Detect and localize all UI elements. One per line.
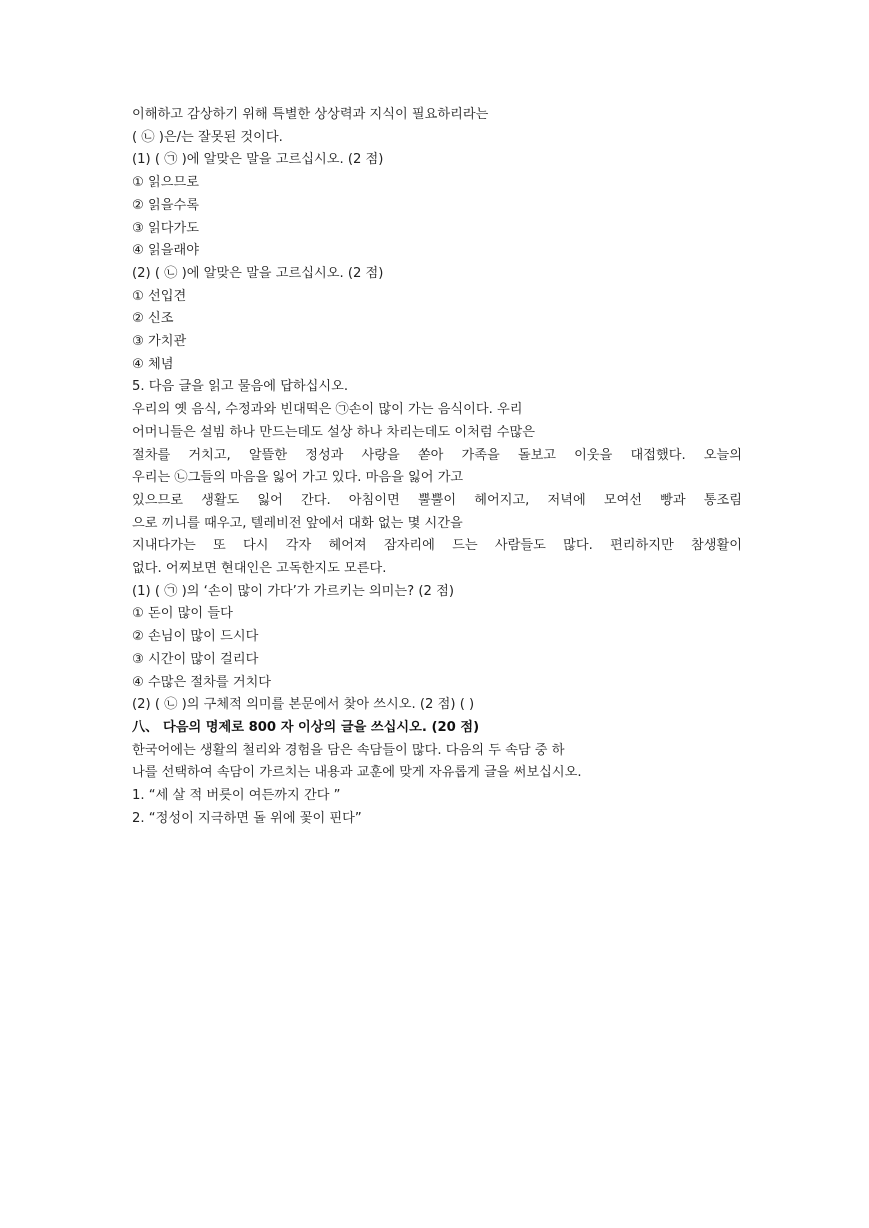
section-heading: 八、 다음의 명제로 800 자 이상의 글을 쓰십시오. (20 점) xyxy=(132,719,480,735)
answer-option: ③ 시간이 많이 걸리다 xyxy=(132,651,259,667)
question-prompt: (1) ( ㉠ )의 ‘손이 많이 가다’가 가르키는 의미는? (2 점) xyxy=(132,583,454,599)
answer-option: ② 손님이 많이 드시다 xyxy=(132,629,259,645)
proverb-item: 1. “세 살 적 버릇이 여든까지 간다 ” xyxy=(132,788,341,804)
answer-option: ① 돈이 많이 들다 xyxy=(132,606,233,622)
passage-line: 절차를 거치고, 알뜰한 정성과 사랑을 쏟아 가족을 돌보고 이웃을 대접했다. 오늘의 xyxy=(132,447,742,463)
answer-option: ④ 수많은 절차를 거치다 xyxy=(132,674,272,690)
answer-option: ① 선입견 xyxy=(132,288,187,304)
question-prompt: (2) ( ㉡ )에 알맞은 말을 고르십시오. (2 점) xyxy=(132,265,384,281)
passage-line: 우리는 ㉡그들의 마음을 잃어 가고 있다. 마음을 잃어 가고 xyxy=(132,470,464,486)
answer-option: ① 읽으므로 xyxy=(132,175,199,191)
answer-option: ② 읽을수록 xyxy=(132,197,199,213)
passage-line: 없다. 어찌보면 현대인은 고독한지도 모른다. xyxy=(132,561,387,577)
question-prompt: (1) ( ㉠ )에 알맞은 말을 고르십시오. (2 점) xyxy=(132,152,384,168)
passage-line: 어머니들은 설빔 하나 만드는데도 설상 하나 차리는데도 이처럼 수많은 xyxy=(132,424,535,440)
instruction-line: 나를 선택하여 속담이 가르치는 내용과 교훈에 맞게 자유롭게 글을 써보십시오. xyxy=(132,765,582,781)
answer-option: ④ 체념 xyxy=(132,356,174,372)
answer-option: ③ 읽다가도 xyxy=(132,220,199,236)
passage-line: 으로 끼니를 때우고, 텔레비전 앞에서 대화 없는 몇 시간을 xyxy=(132,515,463,531)
passage-line: 지내다가는 또 다시 각자 헤어져 잠자리에 드는 사람들도 많다. 편리하지만 참생활이 xyxy=(132,538,742,554)
proverb-item: 2. “정성이 지극하면 돌 위에 꽃이 핀다” xyxy=(132,810,362,826)
answer-option: ③ 가치관 xyxy=(132,334,187,350)
answer-option: ④ 읽을래야 xyxy=(132,243,199,259)
passage-line: 이해하고 감상하기 위해 특별한 상상력과 지식이 필요하리라는 xyxy=(132,107,489,122)
instruction-line: 한국어에는 생활의 철리와 경험을 담은 속담들이 많다. 다음의 두 속담 중 하 xyxy=(132,742,565,758)
document-page xyxy=(132,104,742,831)
question-prompt: (2) ( ㉡ )의 구체적 의미를 본문에서 찾아 쓰시오. (2 점) ( ) xyxy=(132,697,475,713)
passage-line: ( ㉡ )은/는 잘못된 것이다. xyxy=(132,129,283,145)
answer-option: ② 신조 xyxy=(132,311,174,327)
passage-line: 우리의 옛 음식, 수정과와 빈대떡은 ㉠손이 많이 가는 음식이다. 우리 xyxy=(132,402,523,418)
passage-line: 있으므로 생활도 잃어 간다. 아침이면 뿔뿔이 헤어지고, 저녁에 모여선 빵과 통조림 xyxy=(132,492,742,508)
question-heading: 5. 다음 글을 읽고 물음에 답하십시오. xyxy=(132,379,349,395)
